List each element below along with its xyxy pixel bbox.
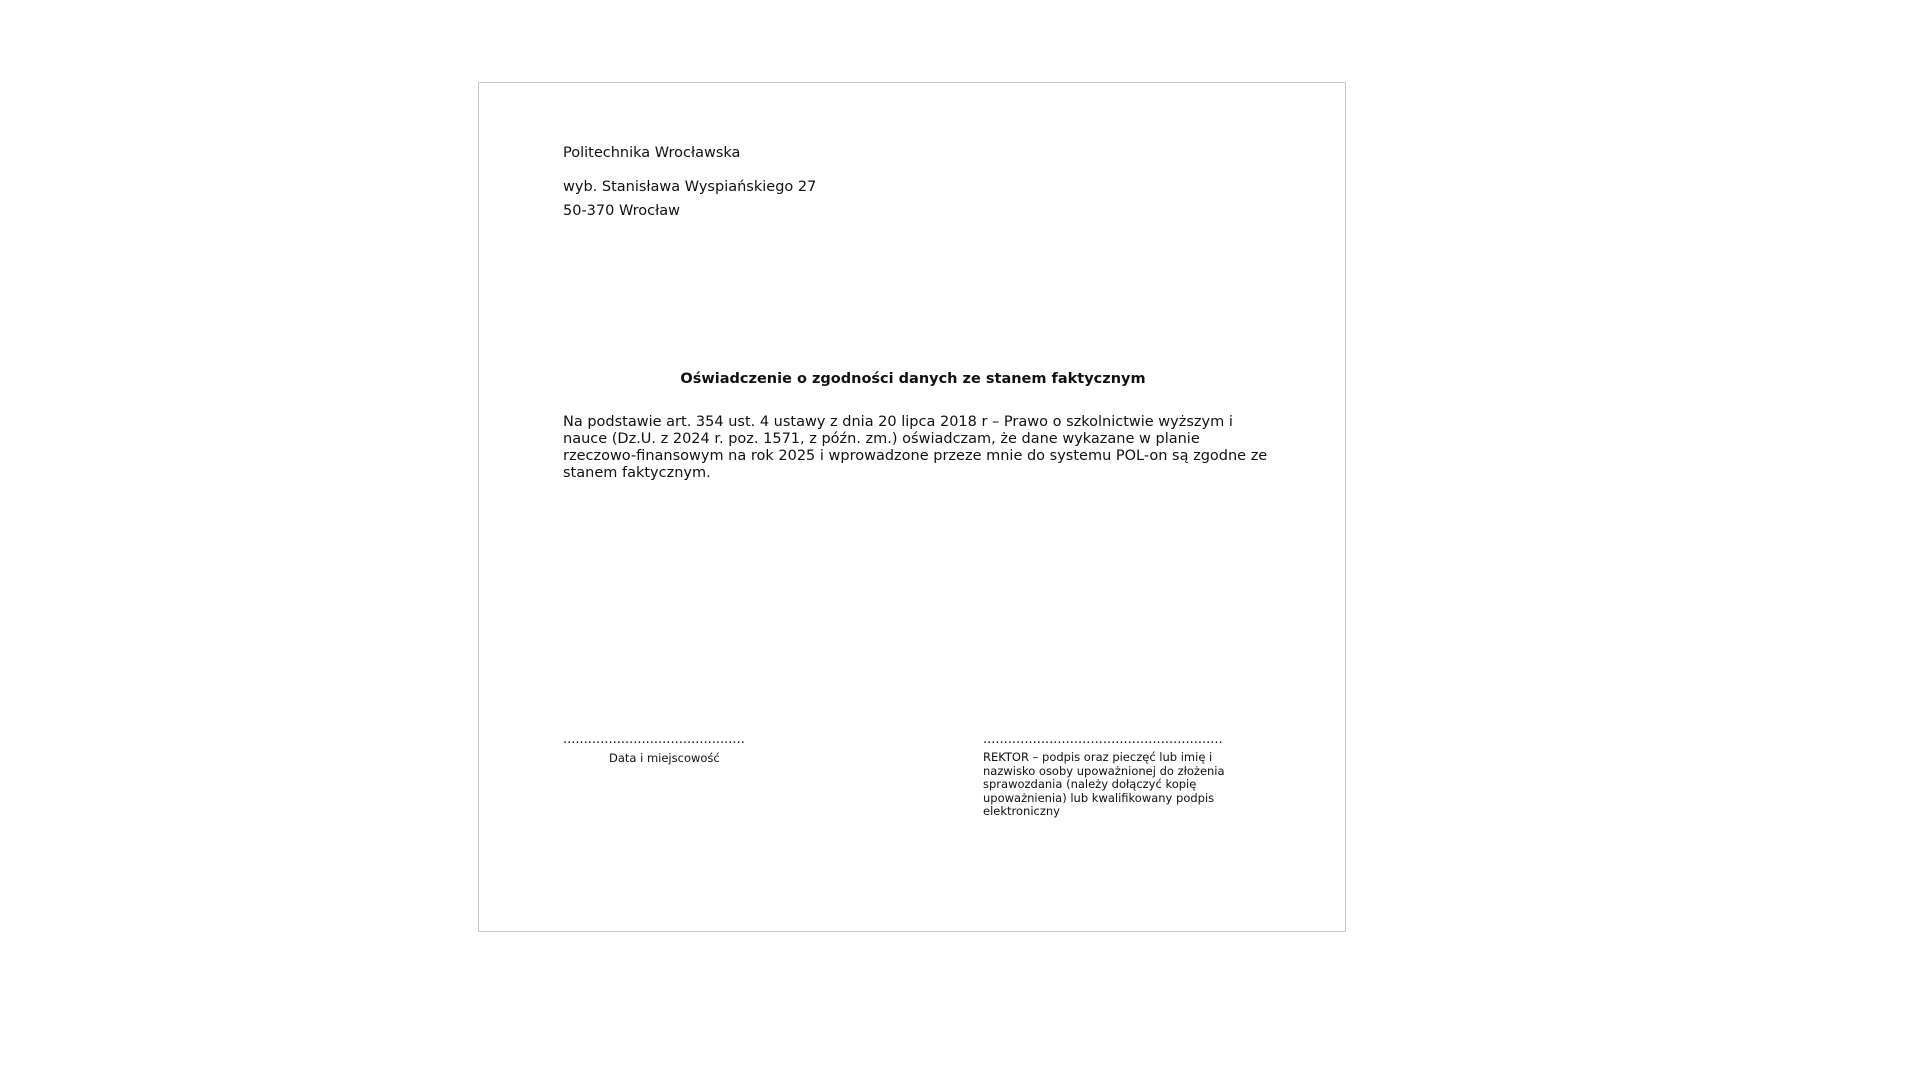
date-place-dotted-line: ............................................ (563, 732, 745, 747)
address-institution-name: Politechnika Wrocławska (563, 145, 741, 161)
document-title: Oświadczenie o zgodności danych ze stanem faktycznym (680, 371, 1146, 387)
date-place-caption: Data i miejscowość (609, 751, 720, 765)
signature-caption: REKTOR – podpis oraz pieczęć lub imię i nazwisko osoby upoważnionej do złożenia sprawozdania (należy dołączyć kopię upoważnienia) lub kwalifikowany podpis elektroniczny (983, 750, 1225, 818)
document-page (478, 82, 1346, 932)
signature-dotted-line: .......................................................... (983, 732, 1223, 747)
document-body-text: Na podstawie art. 354 ust. 4 ustawy z dnia 20 lipca 2018 r – Prawo o szkolnictwie wyższym i nauce (Dz.U. z 2024 r. poz. 1571, z późn. zm.) oświadczam, że dane wykazane w planie rzeczowo-finansowym na rok 2025 i wprowadzone przeze mnie do systemu POL-on są zgodne ze stanem faktycznym. (563, 414, 1268, 481)
address-city: 50-370 Wrocław (563, 203, 681, 219)
address-street: wyb. Stanisława Wyspiańskiego 27 (563, 179, 817, 195)
